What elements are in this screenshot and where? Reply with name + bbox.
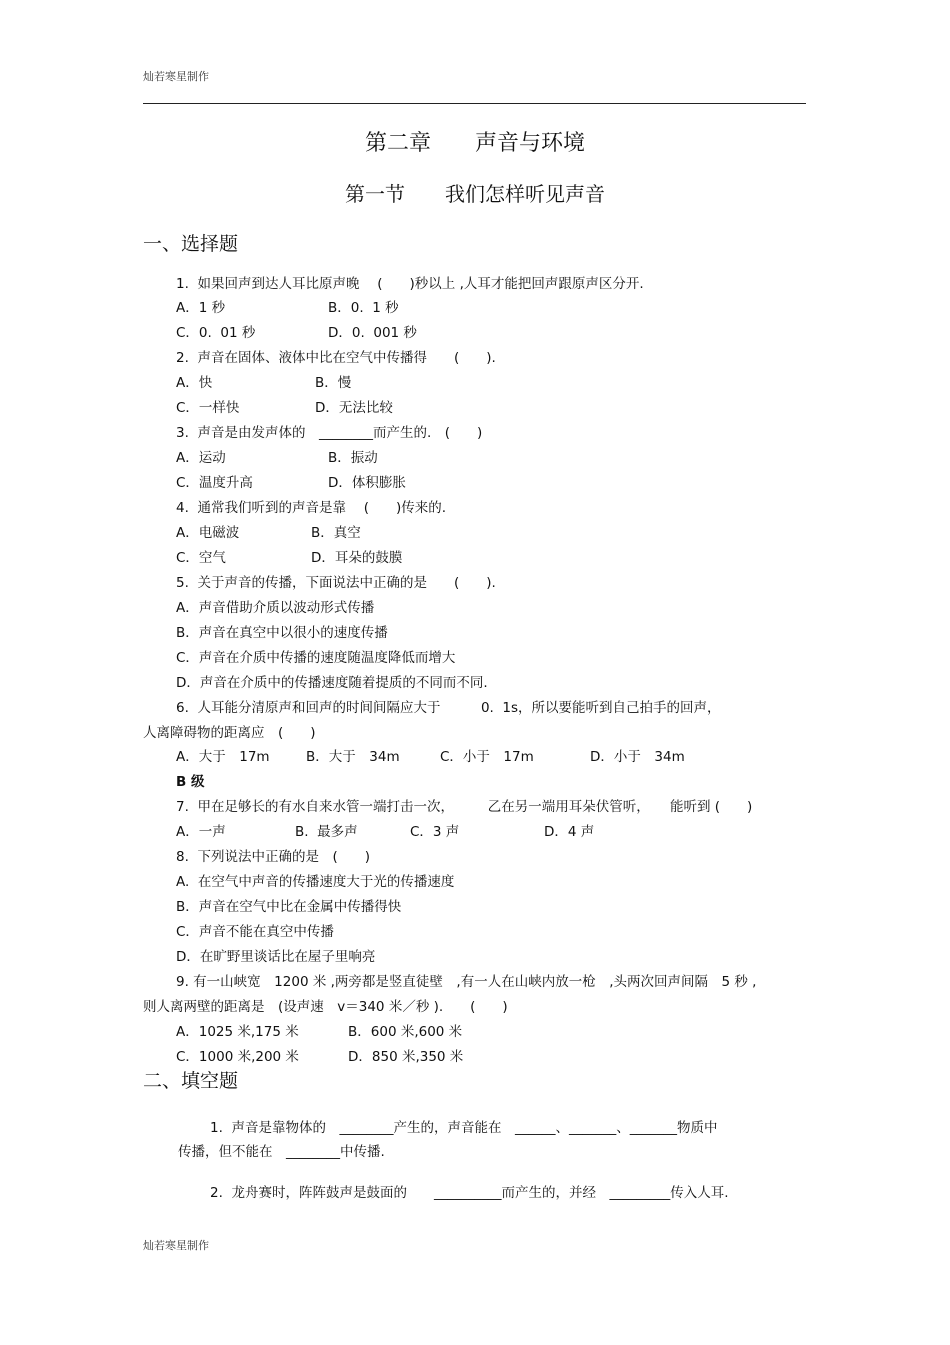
question-8-option-c: C．声音不能在真空中传播 [176, 924, 334, 940]
question-9-option-b: B．600 米,600 米 [348, 1024, 463, 1040]
question-6-option-d: D．小于 34m [590, 749, 685, 765]
question-3-stem: 3. 声音是由发声体的 ________而产生的. ( ) [176, 425, 483, 441]
header-divider [143, 103, 806, 104]
question-7-option-c: C．3 声 [410, 824, 460, 840]
question-8-option-d: D．在旷野里谈话比在屋子里响亮 [176, 949, 376, 965]
question-7-option-a: A．一声 [176, 824, 226, 840]
question-1-option-c: C．0. 01 秒 [176, 325, 256, 341]
level-b-label: B 级 [176, 774, 205, 790]
question-9-stem-line-2: 则人离两壁的距离是 (设声速 v＝340 米／秒 ). ( ) [143, 999, 508, 1015]
question-3-option-b: B．振动 [328, 450, 378, 466]
fill-question-2-line-1: 2. 龙舟赛时，阵阵鼓声是鼓面的 __________而产生的，并经 _________传入人耳. [210, 1185, 729, 1201]
question-2-option-b: B．慢 [315, 375, 352, 391]
question-8-stem: 8. 下列说法中正确的是 ( ) [176, 849, 370, 865]
question-9-option-d: D．850 米,350 米 [348, 1049, 464, 1065]
question-8-option-b: B．声音在空气中比在金属中传播得快 [176, 899, 402, 915]
question-6-option-c: C．小于 17m [440, 749, 534, 765]
question-7-option-b: B. 最多声 [295, 824, 358, 840]
question-6-stem-line-1: 6. 人耳能分清原声和回声的时间间隔应大于 0. 1s，所以要能听到自己拍手的回声， [176, 700, 721, 716]
page-header: 灿若寒星制作 [143, 70, 209, 83]
question-5-option-b: B．声音在真空中以很小的速度传播 [176, 625, 388, 641]
question-3-option-c: C．温度升高 [176, 475, 253, 491]
question-6-option-a: A．大于 17m [176, 749, 270, 765]
question-5-option-d: D．声音在介质中的传播速度随着提质的不同而不同. [176, 675, 488, 691]
part-2-title: 二、填空题 [143, 1070, 239, 1092]
question-9-option-a: A．1025 米,175 米 [176, 1024, 299, 1040]
question-4-option-c: C．空气 [176, 550, 226, 566]
question-3-option-a: A．运动 [176, 450, 226, 466]
question-2-option-c: C．一样快 [176, 400, 240, 416]
question-7-stem: 7. 甲在足够长的有水自来水管一端打击一次， 乙在另一端用耳朵伏管听， 能听到 ( ) [176, 799, 753, 815]
question-4-stem: 4. 通常我们听到的声音是靠 ( )传来的. [176, 500, 447, 516]
question-3-option-d: D．体积膨胀 [328, 475, 406, 491]
question-4-option-b: B．真空 [311, 525, 361, 541]
fill-question-1-line-1: 1. 声音是靠物体的 ________产生的，声音能在 ______、_______、_______物质中 [210, 1120, 718, 1136]
question-1-option-a: A．1 秒 [176, 300, 226, 316]
chapter-title: 第二章 声音与环境 [364, 131, 585, 156]
question-6-option-b: B．大于 34m [306, 749, 400, 765]
question-1-option-d: D．0. 001 秒 [328, 325, 417, 341]
part-1-title: 一、选择题 [143, 233, 239, 255]
question-1-option-b: B．0. 1 秒 [328, 300, 399, 316]
question-9-stem-line-1: 9. 有一山峡宽 1200 米 ,两旁都是竖直徒壁 ,有一人在山峡内放一枪 ,头两次回声间隔 5 秒 , [176, 974, 757, 990]
page-footer: 灿若寒星制作 [143, 1239, 209, 1252]
question-7-option-d: D．4 声 [544, 824, 595, 840]
question-4-option-a: A．电磁波 [176, 525, 240, 541]
question-9-option-c: C．1000 米,200 米 [176, 1049, 299, 1065]
question-2-option-d: D．无法比较 [315, 400, 393, 416]
question-1-stem: 1. 如果回声到达人耳比原声晚 ( )秒以上 ,人耳才能把回声跟原声区分开. [176, 276, 644, 292]
question-5-stem: 5. 关于声音的传播，下面说法中正确的是 ( ). [176, 575, 496, 591]
question-6-stem-line-2: 人离障碍物的距离应 ( ) [143, 725, 316, 741]
question-2-option-a: A．快 [176, 375, 213, 391]
question-2-stem: 2. 声音在固体、液体中比在空气中传播得 ( ). [176, 350, 496, 366]
section-title: 第一节 我们怎样听见声音 [345, 182, 605, 206]
question-8-option-a: A. 在空气中声音的传播速度大于光的传播速度 [176, 874, 455, 890]
fill-question-1-line-2: 传播，但不能在 ________中传播. [178, 1144, 385, 1160]
question-4-option-d: D．耳朵的鼓膜 [311, 550, 403, 566]
question-5-option-c: C．声音在介质中传播的速度随温度降低而增大 [176, 650, 456, 666]
question-5-option-a: A．声音借助介质以波动形式传播 [176, 600, 375, 616]
